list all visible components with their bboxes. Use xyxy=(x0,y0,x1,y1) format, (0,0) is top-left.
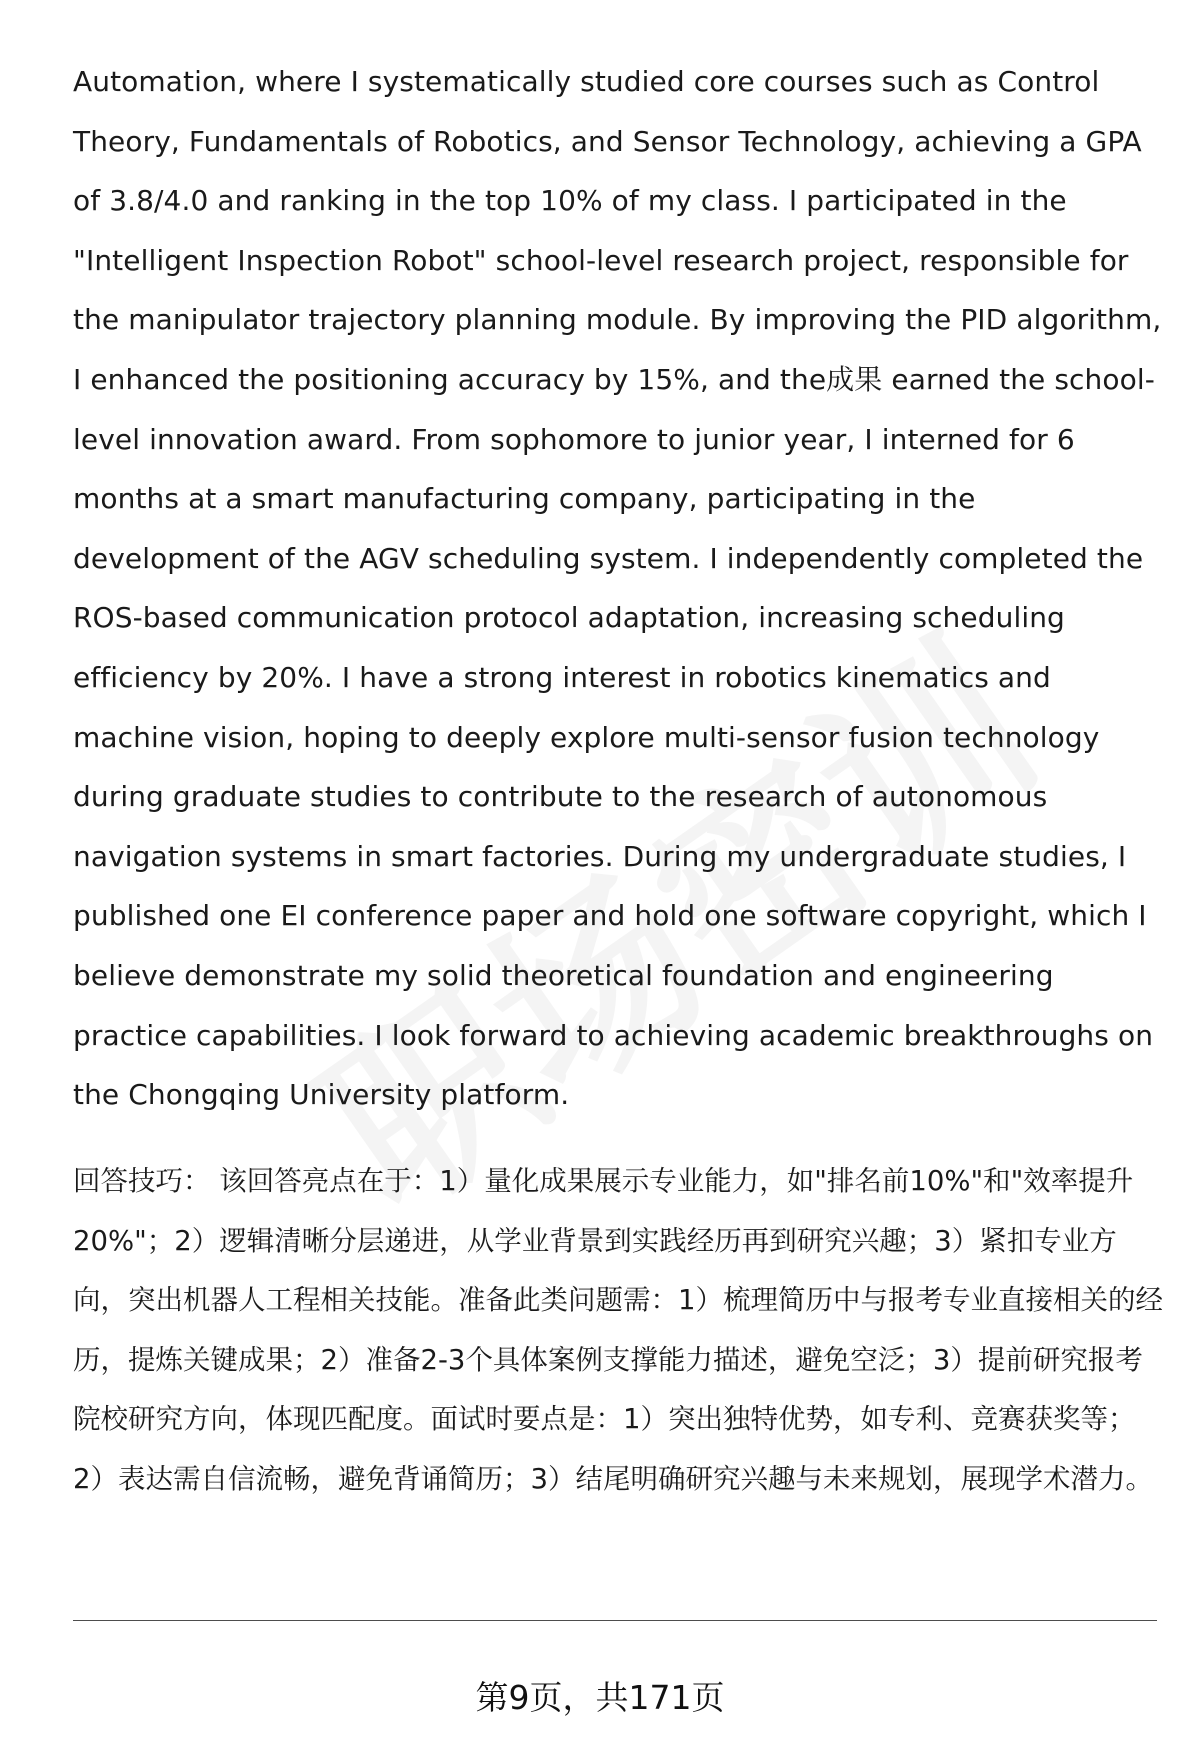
footer-divider xyxy=(73,1620,1157,1621)
answer-paragraph: Automation, where I systematically studied core courses such as Control Theory, Fundamentals of Robotics, and Sensor Technology, achieving a GPA of 3.8/4.0 and ranking in the top 10% of my class. I participated in the "Intelligent Inspection Robot" school-level research project, responsible for the manipulator trajectory planning module. By improving the PID algorithm, I enhanced the positioning accuracy by 15%, and the成果 earned the school-level innovation award. From sophomore to junior year, I interned for 6 months at a smart manufacturing company, participating in the development of the AGV scheduling system. I independently completed the ROS-based communication protocol adaptation, increasing scheduling efficiency by 20%. I have a strong interest in robotics kinematics and machine vision, hoping to deeply explore multi-sensor fusion technology during graduate studies to contribute to the research of autonomous navigation systems in smart factories. During my undergraduate studies, I published one EI conference paper and hold one software copyright, which I believe demonstrate my solid theoretical foundation and engineering practice capabilities. I look forward to achieving academic breakthroughs on the Chongqing University platform. xyxy=(73,65,1162,1112)
page-number: 第9页，共171页 xyxy=(475,1678,725,1717)
answer-tips-paragraph: 回答技巧： 该回答亮点在于：1）量化成果展示专业能力，如"排名前10%"和"效率提升20%"；2）逻辑清晰分层递进，从学业背景到实践经历再到研究兴趣；3）紧扣专业方向，突出机器人工程相关技能。准备此类问题需：1）梳理简历中与报考专业直接相关的经历，提炼关键成果；2）准备2-3个具体案例支撑能力描述，避免空泛；3）提前研究报考院校研究方向，体现匹配度。面试时要点是：1）突出独特优势，如专利、竞赛获奖等；2）表达需自信流畅，避免背诵简历；3）结尾明确研究兴趣与未来规划，展现学术潜力。 xyxy=(73,1165,1163,1495)
